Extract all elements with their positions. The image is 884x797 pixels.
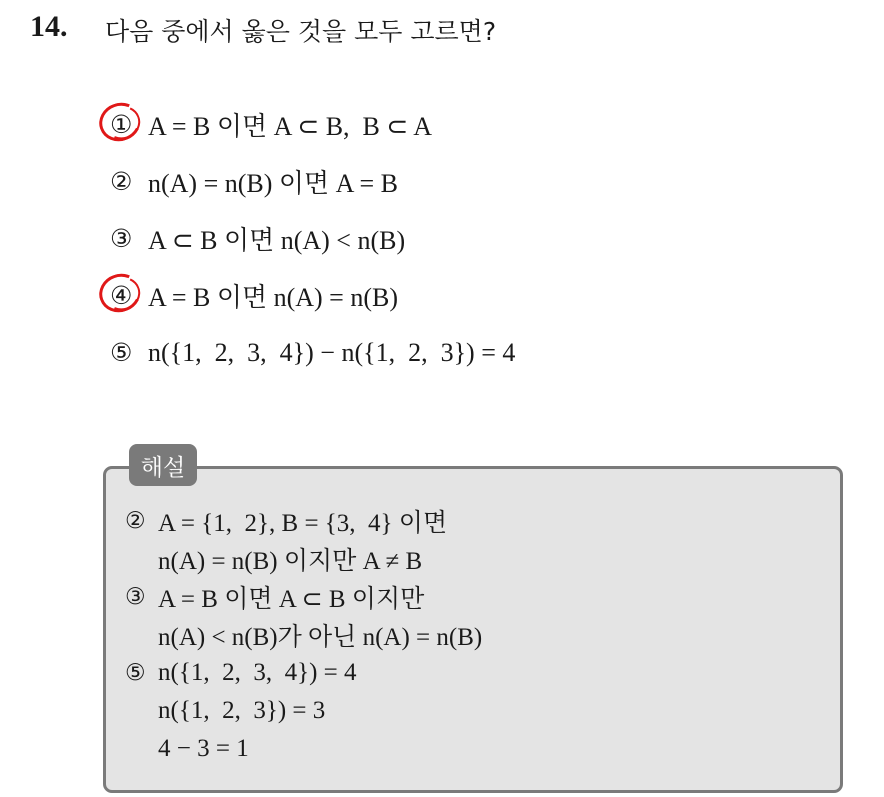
solution-marker: ⑤ [125,660,146,686]
option-1[interactable] [110,96,515,153]
solution-text: n({1, 2, 3, 4}) = 4 [158,659,357,686]
solution-text: n(A) < n(B)가 아닌 n(A) = n(B) [158,624,483,651]
solution-text: A = B 이면 A ⊂ B 이지만 [158,586,425,613]
option-text: n({1, 2, 3, 4}) − n({1, 2, 3}) = 4 [148,337,516,367]
option-text: A ⊂ B 이면 n(A) < n(B) [148,226,406,255]
option-marker: ③ [110,224,133,253]
red-circle-mark-icon [94,97,146,147]
solution-lines [125,502,482,768]
solution-text: A = {1, 2}, B = {3, 4} 이면 [158,510,448,537]
option-2[interactable] [110,153,515,210]
option-marker: ④ [110,281,148,310]
option-marker: ② [110,167,133,196]
solution-line [125,730,482,768]
solution-line [125,502,482,540]
solution-text: n(A) = n(B) 이지만 A ≠ B [158,548,423,575]
solution-line [125,616,482,654]
option-marker: ⑤ [110,338,133,367]
solution-text: 4 − 3 = 1 [158,735,249,762]
solution-marker: ② [125,508,146,534]
solution-line [125,654,482,692]
option-text: A = B 이면 n(A) = n(B) [148,283,398,312]
option-text: n(A) = n(B) 이면 A = B [148,169,398,198]
option-4[interactable] [110,267,515,324]
solution-line [125,540,482,578]
solution-line [125,692,482,730]
question-number: 14. [30,10,68,43]
options-list [110,96,515,381]
red-circle-mark-icon [94,268,146,318]
option-text: A = B 이면 A ⊂ B, B ⊂ A [148,112,433,141]
option-marker: ① [110,110,148,139]
option-3[interactable] [110,210,515,267]
solution-tab: 해설 [129,444,197,486]
solution-line [125,578,482,616]
solution-marker: ③ [125,584,146,610]
solution-text: n({1, 2, 3}) = 3 [158,697,326,724]
question-text: 다음 중에서 옳은 것을 모두 고르면? [105,17,497,46]
option-5[interactable] [110,324,515,381]
